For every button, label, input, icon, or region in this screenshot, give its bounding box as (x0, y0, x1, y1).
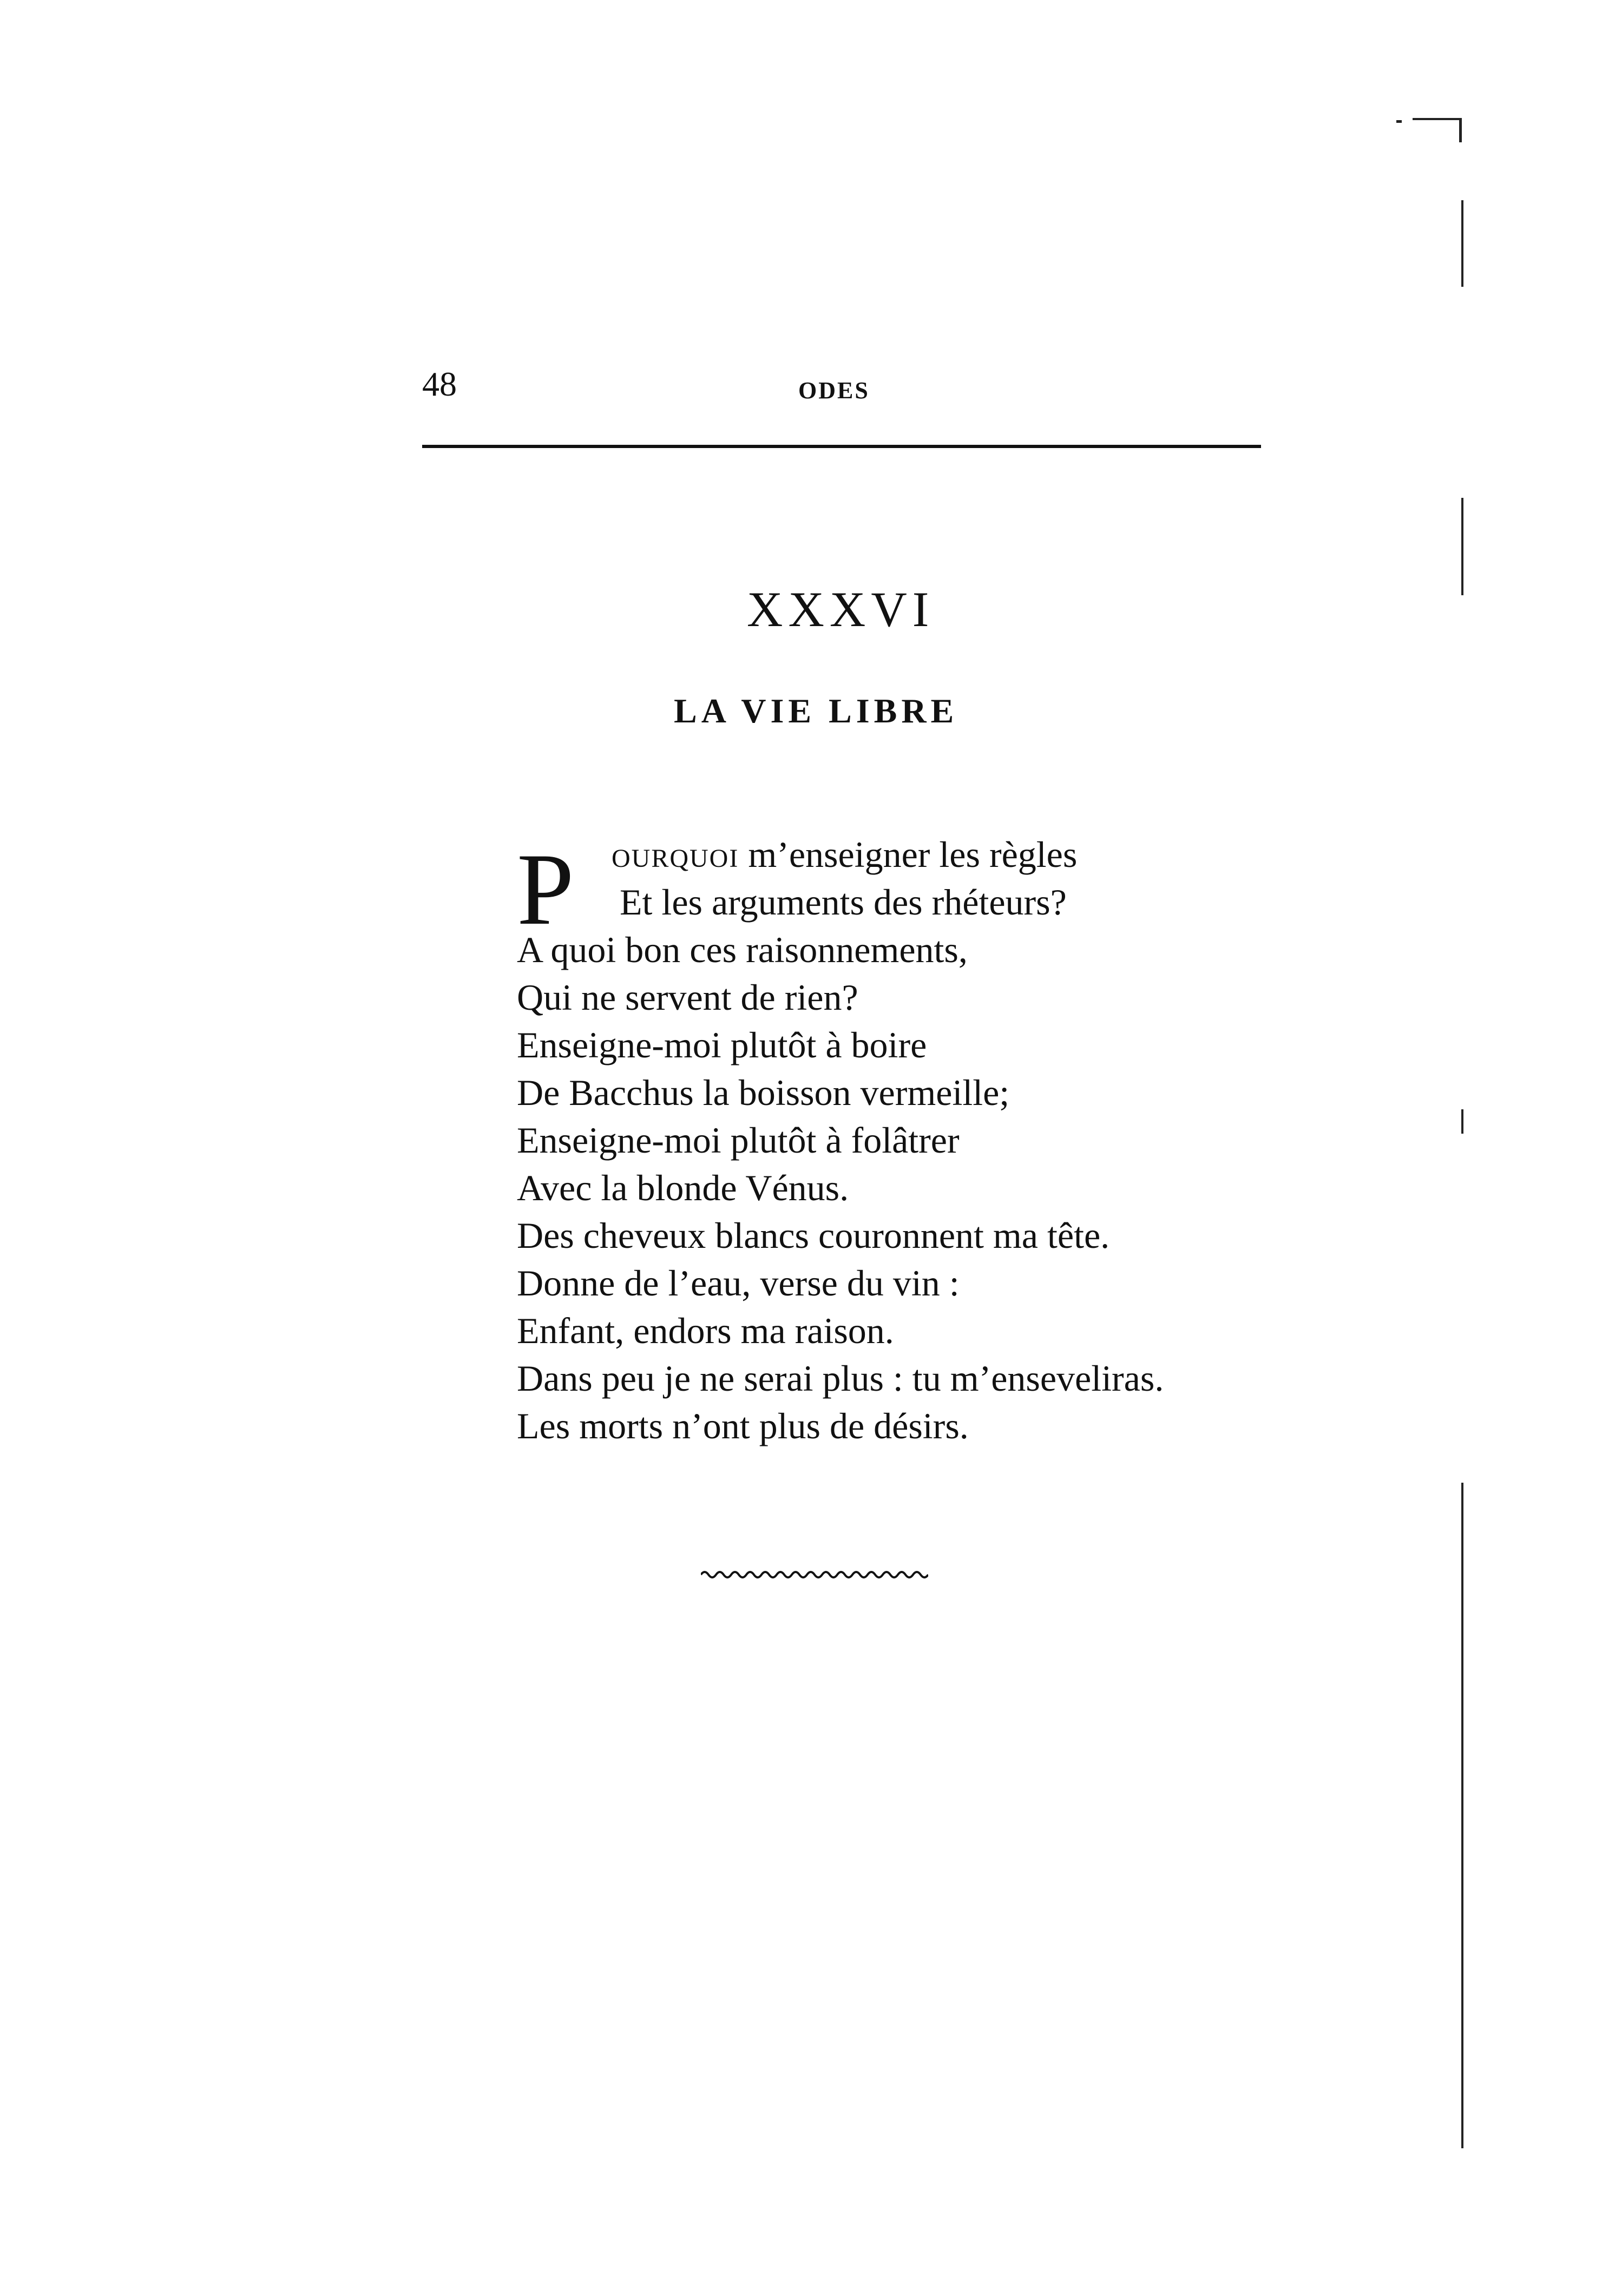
header-rule (422, 445, 1261, 448)
first-line-rest: m’enseigner les règles (739, 834, 1078, 875)
poem-line: Des cheveux blancs couronnent ma tête. (517, 1215, 1110, 1256)
ode-title: LA VIE LIBRE (674, 692, 958, 730)
wavy-ornament (701, 1567, 928, 1583)
scan-mark (1413, 118, 1461, 120)
poem (517, 831, 1275, 1450)
poem-line: Dans peu je ne serai plus : tu m’enseveliras. (517, 1358, 1164, 1399)
drop-cap: P (517, 833, 574, 946)
poem-line: Enseigne-moi plutôt à boire (517, 1024, 927, 1065)
running-title: ODES (798, 377, 870, 404)
poem-line: Et les arguments des rhéteurs? (620, 881, 1067, 923)
first-word-small-caps: ourquoi (612, 834, 739, 875)
poem-first-line (612, 831, 1275, 878)
scan-mark (1461, 200, 1463, 287)
poem-line: De Bacchus la boisson vermeille; (517, 1072, 1010, 1113)
poem-line: A quoi bon ces raisonnements, (517, 929, 968, 970)
poem-line: Enfant, endors ma raison. (517, 1310, 894, 1351)
scan-mark (1459, 118, 1462, 142)
poem-line: Qui ne servent de rien? (517, 977, 858, 1018)
ode-number: XXXVI (747, 582, 935, 637)
poem-line: Enseigne-moi plutôt à folâtrer (517, 1120, 960, 1161)
scan-mark (1396, 120, 1402, 123)
poem-line: Donne de l’eau, verse du vin : (517, 1262, 960, 1304)
scan-mark (1461, 498, 1463, 595)
poem-line: Les morts n’ont plus de désirs. (517, 1405, 969, 1446)
scan-mark (1461, 1483, 1463, 2148)
scan-mark (1461, 1109, 1463, 1134)
page-number: 48 (422, 365, 457, 403)
poem-line: Avec la blonde Vénus. (517, 1167, 849, 1208)
